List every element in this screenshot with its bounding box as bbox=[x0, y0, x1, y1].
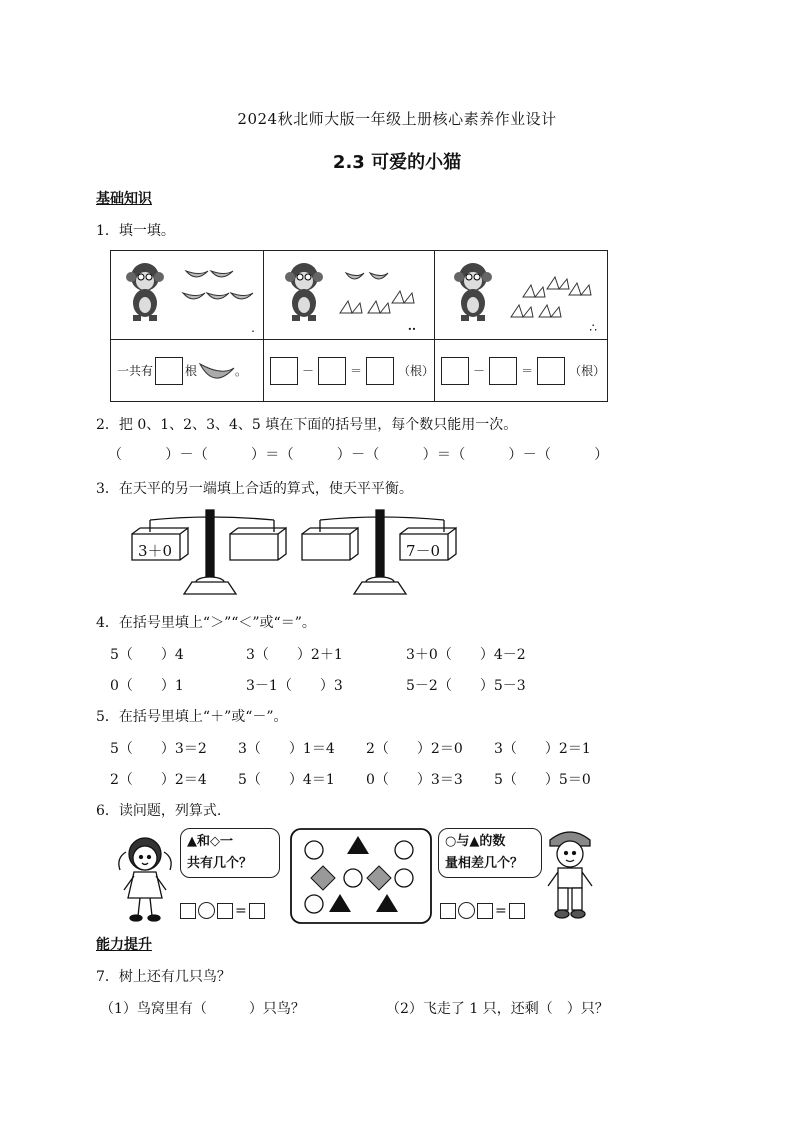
circle-shape bbox=[305, 841, 323, 859]
bubble-text-tail: 一 bbox=[220, 834, 234, 849]
circle-shape bbox=[305, 895, 323, 913]
answer-box[interactable] bbox=[180, 903, 196, 919]
triangle-icon: ▲ bbox=[187, 834, 197, 849]
q1-c3-box-a[interactable] bbox=[441, 357, 469, 385]
bubble-line2: 共有几个？ bbox=[187, 856, 253, 871]
q5-item-r1c2[interactable]: 3（ ）1＝4 bbox=[238, 741, 335, 757]
q1-dot-3: ∴ bbox=[589, 321, 598, 335]
operator-circle[interactable] bbox=[198, 902, 215, 919]
right-speech-bubble bbox=[438, 828, 542, 878]
q1-c2-box-a[interactable] bbox=[270, 357, 298, 385]
q1-dot-2: .. bbox=[407, 319, 417, 333]
answer-box[interactable] bbox=[217, 903, 233, 919]
bubble-with-text: 与 bbox=[456, 834, 470, 849]
shapes-panel bbox=[290, 828, 432, 924]
bubble-line2: 量相差几个？ bbox=[445, 856, 524, 871]
left-speech-bubble bbox=[180, 828, 280, 878]
q5-item-r2c1[interactable]: 2（ ）2＝4 bbox=[110, 772, 207, 788]
monkey-bananas-illustration-3 bbox=[435, 251, 607, 335]
q1-c2-box-b[interactable] bbox=[318, 357, 346, 385]
q4-label: 4．在括号里填上“＞”“＜”或“＝”。 bbox=[96, 615, 316, 631]
q1-c3-box-c[interactable] bbox=[537, 357, 565, 385]
q1-dot-1: . bbox=[251, 321, 255, 335]
bubble-and-text: 和 bbox=[197, 834, 211, 849]
q1-answer-cell-2 bbox=[264, 340, 435, 402]
q4-item-r1c1[interactable]: 5（ ）4 bbox=[110, 647, 184, 663]
q1-total-prefix: 一共有 bbox=[117, 364, 154, 378]
q5-item-r2c3[interactable]: 0（ ）3＝3 bbox=[366, 772, 463, 788]
q4-item-r2c3[interactable]: 5－2（ ）5－3 bbox=[406, 678, 526, 694]
right-equation bbox=[440, 902, 525, 919]
q1-picture-cell-2 bbox=[264, 251, 435, 340]
scale-right-expression: 7－0 bbox=[406, 542, 441, 560]
q6-label: 6．读问题，列算式. bbox=[96, 803, 222, 819]
lesson-subtitle: 2.3 可爱的小猫 bbox=[332, 152, 462, 173]
left-equation bbox=[180, 902, 265, 919]
answer-box[interactable] bbox=[509, 903, 525, 919]
q4-item-r1c2[interactable]: 3（ ）2＋1 bbox=[246, 647, 343, 663]
equals-sign: ＝ bbox=[350, 364, 363, 378]
q1-answer-box[interactable] bbox=[155, 357, 183, 385]
q1-picture-cell-3 bbox=[435, 251, 608, 340]
q1-picture-cell-1 bbox=[111, 251, 264, 340]
diamond-icon: ◇ bbox=[210, 834, 221, 849]
q1-c3-unit: （根） bbox=[569, 364, 606, 378]
q1-period: 。 bbox=[235, 364, 248, 378]
q1-label: 1．填一填。 bbox=[96, 223, 175, 239]
q5-item-r1c1[interactable]: 5（ ）3＝2 bbox=[110, 741, 207, 757]
q1-answer-cell-1 bbox=[111, 340, 264, 402]
banana-icon bbox=[197, 356, 235, 386]
answer-box[interactable] bbox=[477, 903, 493, 919]
monkey-bananas-illustration-1 bbox=[111, 251, 263, 335]
boy-illustration bbox=[540, 826, 600, 924]
q5-item-r2c2[interactable]: 5（ ）4＝1 bbox=[238, 772, 335, 788]
circle-shape bbox=[395, 841, 413, 859]
q1-answer-cell-3 bbox=[435, 340, 608, 402]
q5-item-r1c3[interactable]: 2（ ）2＝0 bbox=[366, 741, 463, 757]
q5-item-r2c4[interactable]: 5（ ）5＝0 bbox=[494, 772, 591, 788]
q3-label: 3．在天平的另一端填上合适的算式，使天平平衡。 bbox=[96, 481, 413, 497]
bubble-text-tail: 的数 bbox=[479, 834, 506, 849]
circle-shape bbox=[344, 869, 362, 887]
q7-part1[interactable]: （1）鸟窝里有（ ）只鸟？ bbox=[100, 1001, 305, 1017]
q7-label: 7．树上还有几只鸟？ bbox=[96, 969, 231, 985]
answer-box[interactable] bbox=[249, 903, 265, 919]
q5-item-r1c4[interactable]: 3（ ）2＝1 bbox=[494, 741, 591, 757]
page-title: 2024秋北师大版一年级上册核心素养作业设计 bbox=[237, 110, 557, 128]
operator-circle[interactable] bbox=[458, 902, 475, 919]
q2-label: 2．把 0、1、2、3、4、5 填在下面的括号里，每个数只能用一次。 bbox=[96, 417, 518, 433]
section-advanced: 能力提升 bbox=[96, 937, 152, 953]
equals-sign: ＝ bbox=[521, 364, 534, 378]
q5-label: 5．在括号里填上“＋”或“－”。 bbox=[96, 709, 288, 725]
minus-sign: － bbox=[302, 364, 315, 378]
q1-c3-box-b[interactable] bbox=[489, 357, 517, 385]
q4-item-r2c2[interactable]: 3－1（ ）3 bbox=[246, 678, 343, 694]
q4-item-r1c3[interactable]: 3＋0（ ）4－2 bbox=[406, 647, 526, 663]
circle-shape bbox=[395, 869, 413, 887]
answer-box[interactable] bbox=[440, 903, 456, 919]
equals-sign: = bbox=[235, 902, 247, 919]
q1-c2-box-c[interactable] bbox=[366, 357, 394, 385]
q2-equation-row[interactable]: （ ）－（ ）＝（ ）－（ ）＝（ ）－（ ） bbox=[108, 447, 609, 463]
minus-sign: － bbox=[473, 364, 486, 378]
q7-part2[interactable]: （2）飞走了 1 只，还剩（ ）只？ bbox=[386, 1001, 609, 1017]
girl-illustration bbox=[114, 832, 176, 924]
q4-item-r2c1[interactable]: 0（ ）1 bbox=[110, 678, 184, 694]
circle-icon: ○ bbox=[445, 834, 457, 849]
q1-unit-label: 根 bbox=[185, 364, 198, 378]
scale-left-expression: 3＋0 bbox=[138, 542, 173, 560]
triangle-icon: ▲ bbox=[469, 834, 480, 849]
q1-c2-unit: （根） bbox=[398, 364, 435, 378]
q1-table bbox=[110, 250, 608, 402]
section-basic: 基础知识 bbox=[96, 191, 152, 207]
equals-sign: = bbox=[495, 902, 507, 919]
